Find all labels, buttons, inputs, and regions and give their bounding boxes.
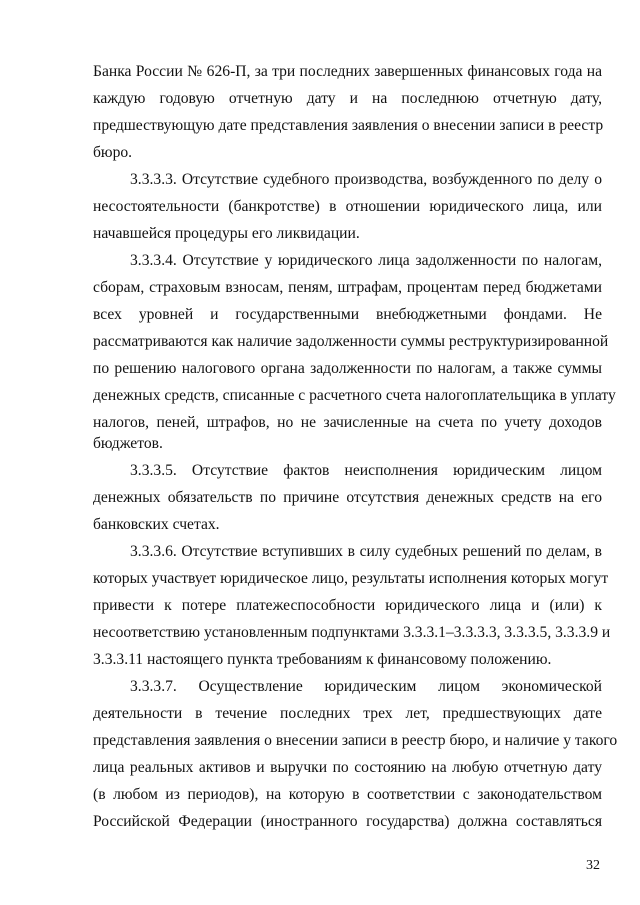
text-line: 3.3.3.4. Отсутствие у юридического лица задолженности по налогам,	[130, 252, 602, 269]
text-line: по решению налогового органа задолженности по налогам, а также суммы	[93, 360, 602, 377]
text-line: начавшейся процедуры его ликвидации.	[93, 225, 360, 242]
text-line: денежных средств, списанные с расчетного счета налогоплательщика в уплату	[93, 387, 616, 404]
text-line: банковских счетах.	[93, 516, 220, 533]
text-line: всех уровней и государственными внебюджетными фондами. Не	[93, 306, 602, 323]
text-line: несоответствию установленным подпунктами 3.3.3.1–3.3.3.3, 3.3.3.5, 3.3.3.9 и	[93, 624, 611, 641]
text-line: каждую годовую отчетную дату и на последнюю отчетную дату,	[93, 90, 602, 107]
text-line: 3.3.3.11 настоящего пункта требованиям к финансовому положению.	[93, 651, 552, 668]
page-number: 32	[586, 858, 600, 873]
text-line: которых участвует юридическое лицо, результаты исполнения которых могут	[93, 570, 609, 587]
text-line: 3.3.3.3. Отсутствие судебного производства, возбужденного по делу о	[130, 171, 602, 188]
text-line: денежных обязательств по причине отсутствия денежных средств на его	[93, 489, 602, 506]
text-line: бюджетов.	[93, 435, 163, 452]
text-line: бюро.	[93, 144, 133, 161]
text-line: сборам, страховым взносам, пеням, штрафам, процентам перед бюджетами	[93, 279, 602, 296]
text-line: рассматриваются как наличие задолженности суммы реструктуризированной	[93, 333, 609, 350]
text-line: (в любом из периодов), на которую в соответствии с законодательством	[93, 786, 602, 803]
text-line: налогов, пеней, штрафов, но не зачисленные на счета по учету доходов	[93, 414, 602, 431]
text-line: лица реальных активов и выручки по состоянию на любую отчетную дату	[93, 759, 602, 776]
text-line: предшествующую дате представления заявления о внесении записи в реестр	[93, 117, 604, 134]
text-line: представления заявления о внесении записи в реестр бюро, и наличие у такого	[93, 732, 618, 749]
text-line: деятельности в течение последних трех лет, предшествующих дате	[93, 705, 602, 722]
text-line: 3.3.3.6. Отсутствие вступивших в силу судебных решений по делам, в	[130, 543, 602, 560]
text-line: несостоятельности (банкротстве) в отношении юридического лица, или	[93, 198, 602, 215]
text-line: 3.3.3.5. Отсутствие фактов неисполнения юридическим лицом	[130, 462, 602, 479]
text-line: Банка России № 626-П, за три последних завершенных финансовых года на	[93, 63, 602, 80]
text-line: 3.3.3.7. Осуществление юридическим лицом экономической	[130, 678, 602, 695]
text-line: Российской Федерации (иностранного государства) должна составляться	[93, 813, 602, 830]
text-line: привести к потере платежеспособности юридического лица и (или) к	[93, 597, 602, 614]
